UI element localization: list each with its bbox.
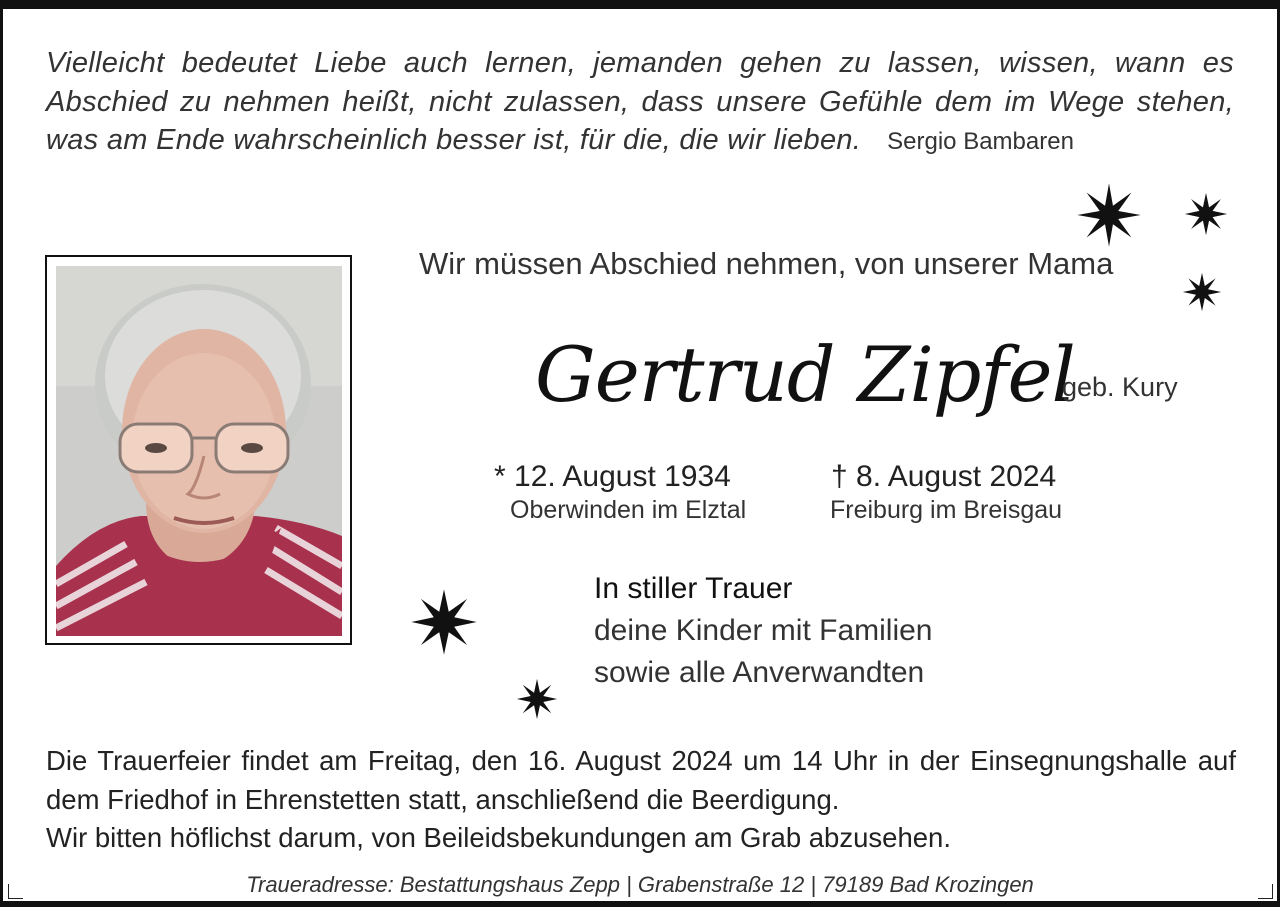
portrait-photo xyxy=(56,266,342,636)
star-icon xyxy=(516,678,558,720)
star-icon xyxy=(1184,192,1228,236)
intro-text: Wir müssen Abschied nehmen, von unserer Mama xyxy=(419,246,1114,281)
quote-text: Vielleicht bedeutet Liebe auch lernen, jemanden gehen zu lassen, wissen, wann es Abschied zu nehmen heißt, nicht zulassen, dass unsere Gefühle dem im Wege stehen, was am Ende wahrscheinlich besser ist, für die, die wir lieben. xyxy=(46,47,1234,156)
birth-date: * 12. August 1934 xyxy=(494,460,731,493)
mourning-address: Traueradresse: Bestattungshaus Zepp | Grabenstraße 12 | 79189 Bad Krozingen xyxy=(246,872,1034,897)
mourners-title: In stiller Trauer xyxy=(594,572,793,605)
photo-frame xyxy=(45,255,352,645)
star-icon xyxy=(1076,182,1142,248)
star-icon xyxy=(1182,272,1222,312)
ceremony-info xyxy=(46,742,1236,858)
quote xyxy=(46,44,1234,162)
death-place: Freiburg im Breisgau xyxy=(830,496,1063,524)
ceremony-request: Wir bitten höflichst darum, von Beileidsbekundungen am Grab abzusehen. xyxy=(46,822,951,853)
death-date: † 8. August 2024 xyxy=(831,460,1057,493)
mourners-line: sowie alle Anverwandten xyxy=(594,656,925,689)
star-icon xyxy=(410,588,478,656)
corner-mark xyxy=(8,884,23,899)
deceased-name: Gertrud Zipfel xyxy=(535,330,1075,419)
ceremony-details: Die Trauerfeier findet am Freitag, den 16. August 2024 um 14 Uhr in der Einsegnungshalle auf dem Friedhof in Ehrenstetten statt, anschließend die Beerdigung. xyxy=(46,745,1236,815)
mourners-line: deine Kinder mit Familien xyxy=(594,614,933,647)
corner-mark xyxy=(1258,884,1273,899)
quote-author: Sergio Bambaren xyxy=(887,128,1074,155)
maiden-name: geb. Kury xyxy=(1062,372,1178,402)
birth-place: Oberwinden im Elztal xyxy=(510,496,747,524)
